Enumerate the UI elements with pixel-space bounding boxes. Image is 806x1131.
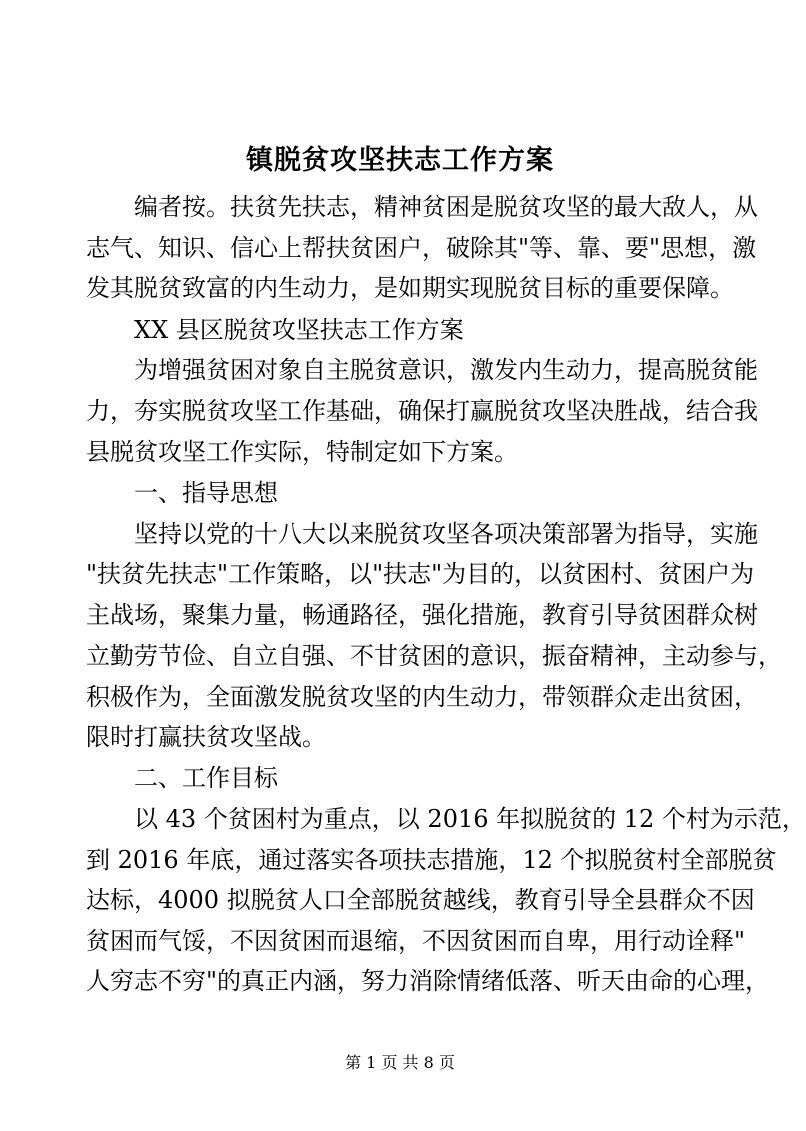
paragraph-line: 立勤劳节俭、自立自强、不甘贫困的意识，振奋精神，主动参与， bbox=[86, 642, 782, 670]
paragraph-line: 发其脱贫致富的内生动力，是如期实现脱贫目标的重要保障。 bbox=[86, 274, 734, 302]
paragraph-line: "扶贫先扶志"工作策略，以"扶志"为目的，以贫困村、贫困户为 bbox=[86, 560, 755, 588]
paragraph-line: 人穷志不穷"的真正内涵，努力消除情绪低落、听天由命的心理， bbox=[86, 967, 770, 995]
paragraph-line: 为增强贫困对象自主脱贫意识，激发内生动力，提高脱贫能 bbox=[134, 356, 758, 384]
section-subtitle: XX 县区脱贫攻坚扶志工作方案 bbox=[134, 316, 464, 344]
paragraph-line: 志气、知识、信心上帮扶贫困户，破除其"等、靠、要"思想，激 bbox=[86, 234, 757, 262]
paragraph-line: 积极作为，全面激发脱贫攻坚的内生动力，带领群众走出贫困， bbox=[86, 683, 758, 711]
paragraph-line: 主战场，聚集力量，畅通路径，强化措施，教育引导贫困群众树 bbox=[86, 601, 758, 629]
page-number-footer: 第 1 页 共 8 页 bbox=[345, 1053, 455, 1072]
section-heading: 一、指导思想 bbox=[134, 479, 278, 507]
paragraph-line: 限时打赢扶贫攻坚战。 bbox=[86, 723, 326, 751]
paragraph-line: 贫困而气馁，不因贫困而退缩，不因贫困而自卑，用行动诠释" bbox=[86, 927, 746, 955]
section-heading: 二、工作目标 bbox=[134, 764, 278, 792]
paragraph-line: 到 2016 年底，通过落实各项扶志措施，12 个拟脱贫村全部脱贫 bbox=[86, 846, 777, 874]
paragraph-line: 编者按。扶贫先扶志，精神贫困是脱贫攻坚的最大敌人，从 bbox=[134, 193, 758, 221]
paragraph-line: 力，夯实脱贫攻坚工作基础，确保打赢脱贫攻坚决胜战，结合我 bbox=[86, 397, 758, 425]
paragraph-line: 以 43 个贫困村为重点，以 2016 年拟脱贫的 12 个村为示范， bbox=[134, 805, 806, 833]
paragraph-line: 坚持以党的十八大以来脱贫攻坚各项决策部署为指导，实施 bbox=[134, 520, 758, 548]
paragraph-line: 达标，4000 拟脱贫人口全部脱贫越线，教育引导全县群众不因 bbox=[86, 886, 755, 914]
paragraph-line: 县脱贫攻坚工作实际，特制定如下方案。 bbox=[86, 438, 518, 466]
document-title: 镇脱贫攻坚扶志工作方案 bbox=[246, 145, 554, 176]
